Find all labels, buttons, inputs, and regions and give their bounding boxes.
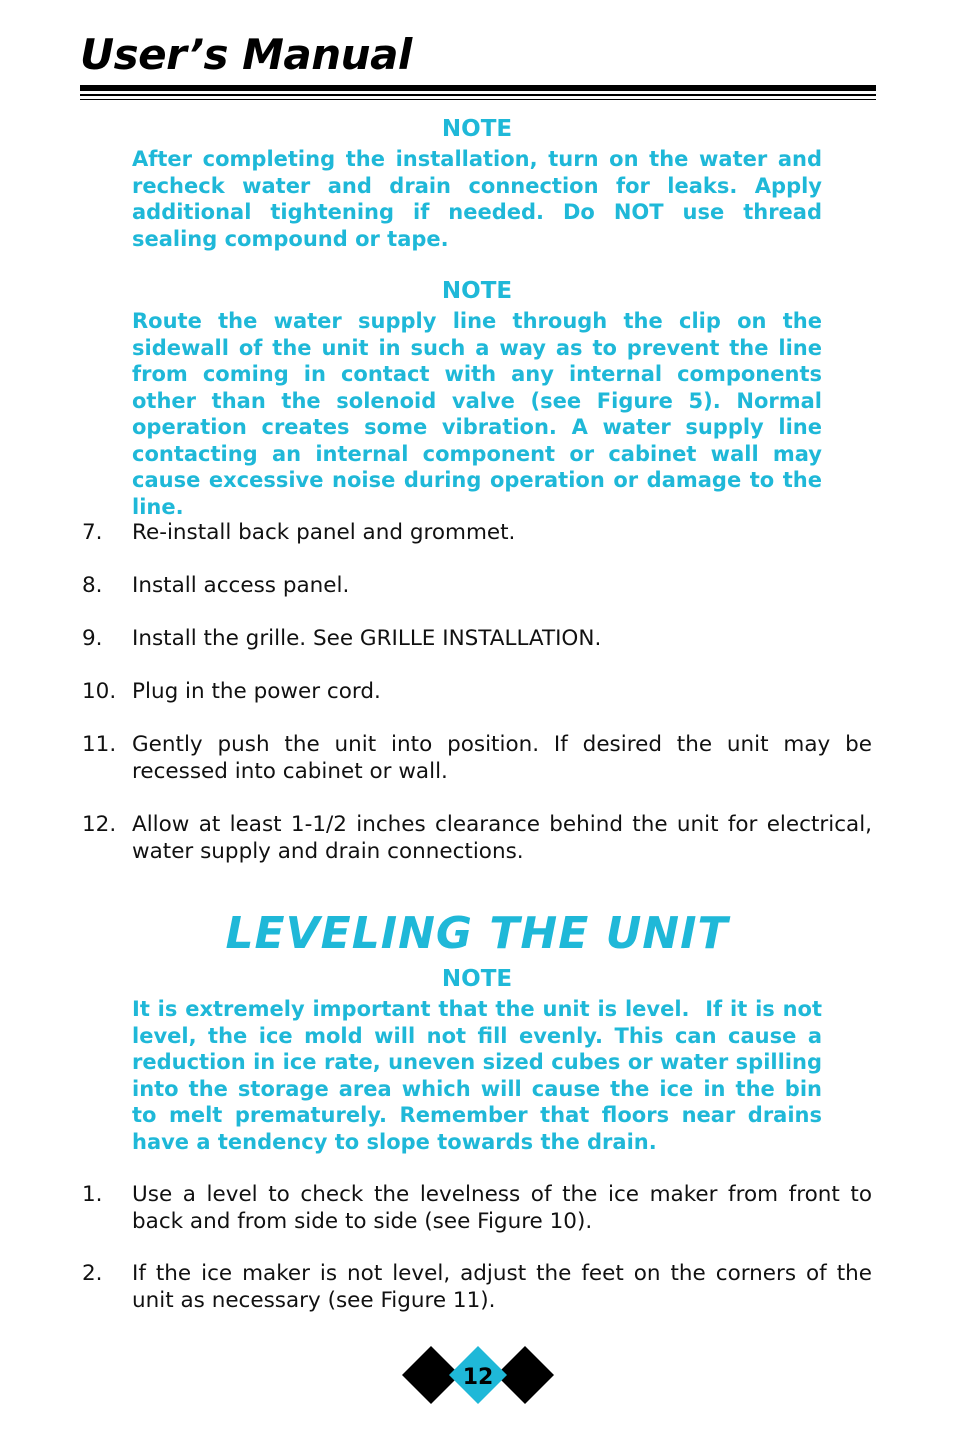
list-item: [82, 1181, 872, 1235]
list-item: [82, 811, 872, 865]
step-text: Allow at least 1-1/2 inches clearance behind the unit for electrical, water supply and drain connections.: [132, 812, 872, 864]
list-item: [82, 1260, 872, 1314]
step-text: Install the grille. See GRILLE INSTALLATION.: [132, 626, 602, 651]
list-item: [82, 519, 872, 546]
step-number: 8.: [82, 573, 103, 598]
page-header-title: User’s Manual: [80, 30, 412, 79]
list-item: [82, 625, 872, 652]
note-heading: NOTE: [441, 116, 513, 142]
step-text: Install access panel.: [132, 573, 350, 598]
step-number: 11.: [82, 732, 117, 757]
step-number: 1.: [82, 1182, 103, 1207]
step-number: 9.: [82, 626, 103, 651]
step-text: Re-install back panel and grommet.: [132, 520, 516, 545]
note-body-text: If it is not level, the ice mold will not fill evenly. This can cause a reduction in ice rate, uneven sized cubes or water spilling into the storage area which will cause the ice in the bin to melt prematurely. Remember that floors near drains have a tendency to slope towards the drain.: [132, 997, 823, 1154]
list-item: [82, 678, 872, 705]
step-number: 12.: [82, 812, 117, 837]
list-item: [82, 572, 872, 599]
step-number: 7.: [82, 520, 103, 545]
step-text: Gently push the unit into position. If desired the unit may be recessed into cabinet or wall.: [132, 732, 872, 784]
page-badge-graphic: [400, 1346, 556, 1404]
note-heading: NOTE: [441, 278, 513, 304]
note-body: [132, 996, 822, 1155]
step-number: 2.: [82, 1261, 103, 1286]
note-body: Route the water supply line through the clip on the sidewall of the unit in such a way as to prevent the line from coming in contact with any internal components other than the solenoid valve (see Figure 5). Normal operation creates some vibration. A water supply line contacting an internal component or cabinet wall may cause excessive noise during operation or damage to the line.: [132, 309, 822, 519]
step-number: 10.: [82, 679, 117, 704]
page-number-badge: [400, 1346, 556, 1404]
page-number: 12: [462, 1365, 494, 1390]
note-emphasis: It is extremely important that the unit is level.: [132, 997, 690, 1021]
section-title: LEVELING THE UNIT: [225, 908, 729, 959]
header-rule-thin: [80, 94, 876, 96]
step-text: Plug in the power cord.: [132, 679, 381, 704]
header-rule-thin: [80, 99, 876, 100]
note-heading: NOTE: [441, 966, 513, 992]
note-body: After completing the installation, turn on the water and recheck water and drain connection for leaks. Apply additional tightening if needed. Do NOT use thread sealing compound or tape.: [132, 147, 822, 251]
step-text: If the ice maker is not level, adjust the feet on the corners of the unit as necessary (see Figure 11).: [132, 1261, 872, 1313]
list-item: [82, 731, 872, 785]
header-rule-thick: [80, 85, 876, 91]
step-text: Use a level to check the levelness of the ice maker from front to back and from side to side (see Figure 10).: [132, 1182, 872, 1234]
